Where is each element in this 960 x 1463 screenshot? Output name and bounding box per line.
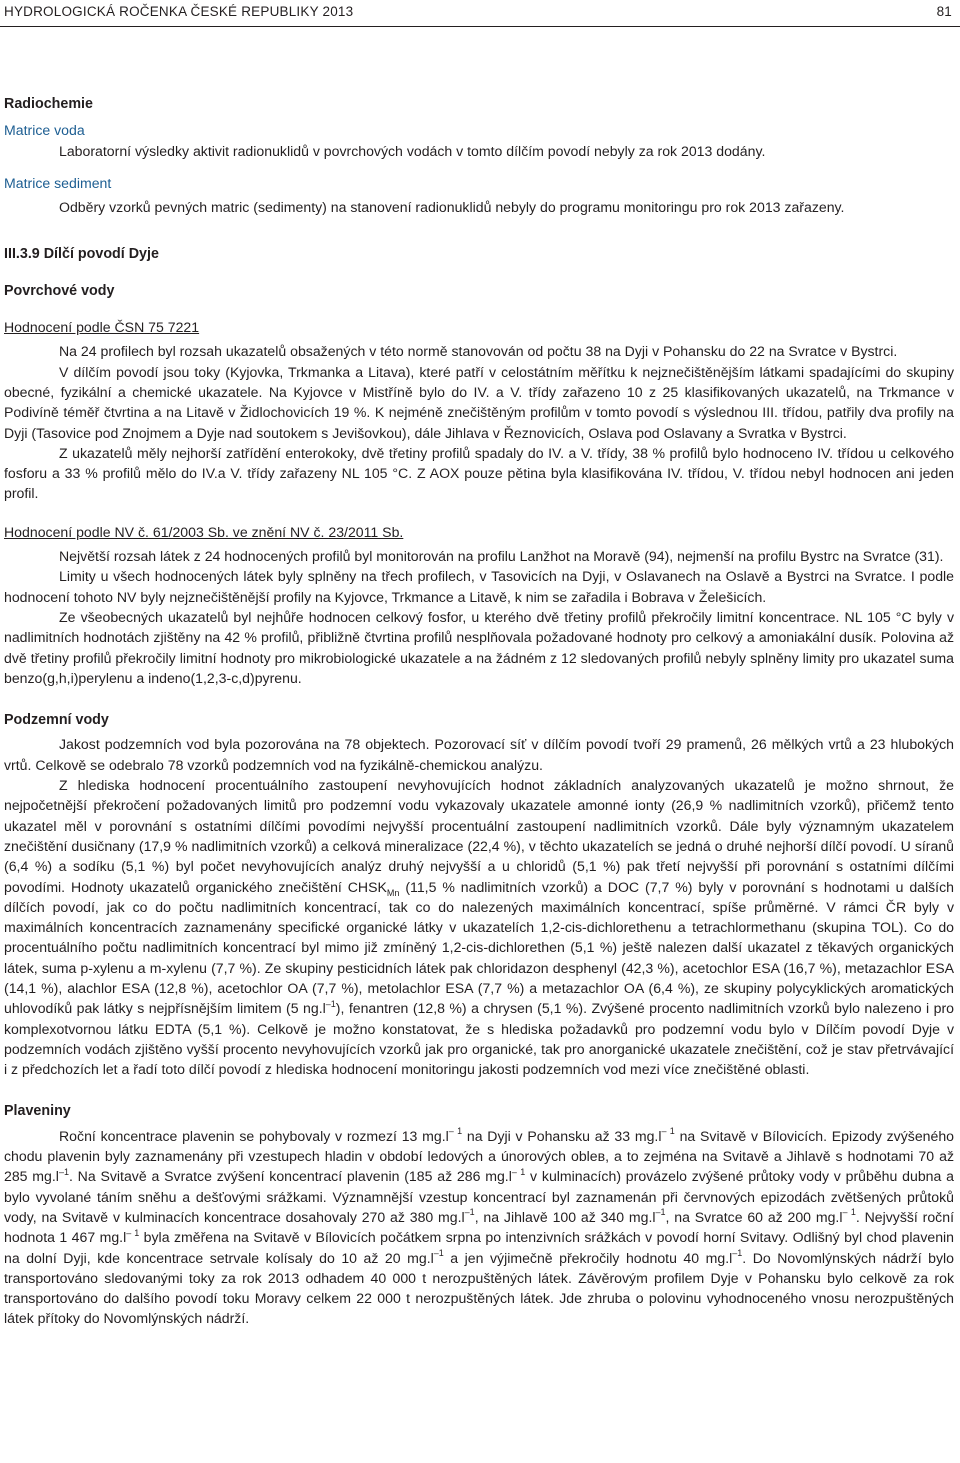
text-run: . Na Svitavě a Svratce zvýšení koncentrací plavenin (185 až 286 mg.l [68,1168,512,1185]
text-run: , na Svratce 60 až 200 mg.l [665,1208,843,1225]
paragraph-csn-3: Z ukazatelů měly nejhorší zatřídění enterokoky, dvě třetiny profilů spadaly do IV. a V. třídy, 38 % profilů bylo hodnoceno IV. třídou u celkového fosforu a 33 % profilů mělo do IV.a V. třídy zařazeny NL 105 °C. Z AOX pouze pětina byla klasifikována IV. třídou, V. třídou nebyl hodnocen ani jeden profil. [4,444,954,502]
document-body [4,94,954,1329]
text-run: a jen výjimečně překročily hodnotu 40 mg.l [443,1249,733,1266]
paragraph-csn-2: V dílčím povodí jsou toky (Kyjovka, Trkmanka a Litava), které patří v celostátním měřítku k nejznečištěnějším látkami spadajícími do skupiny obecné, fyzikální a chemické ukazatele. Na Kyjovce v Mistříně bylo do IV. a V. třídy zařazeno 10 z 25 klasifikovaných ukazatelů, na Trkmance v Podivíně téměř čtvrtina a na Litavě v Židlochovicích 19 %. K nejméně znečištěným profilům v tomto povodí s výslednou III. třídou, patřily dva profily na Dyji (Tasovice pod Znojmem a Dyje nad soutokem s Jevišovkou), dále Jihlava v Řeznovicích, Oslava pod Oslavany a Svratka v Bystrci. [4,363,954,441]
superscript: – 1 [448,1126,463,1137]
heading-podzemni-vody: Podzemní vody [4,712,109,729]
heading-nv: Hodnocení podle NV č. 61/2003 Sb. ve znění NV č. 23/2011 Sb. [4,523,404,540]
section-title: III.3.9 Dílčí povodí Dyje [4,246,159,263]
subscript: Mn [386,887,400,898]
superscript: – 1 [842,1207,856,1218]
text-run: na Svitavě v Bílovicích. Epizody zvýšeného chodu plavenin byly zaznamenány při vzestupech hladin v období ledových a únorových obleв, a to zejména na Svitavě a Jihlavě s hodnotami 70 až 285 mg.l [4,1127,955,1185]
superscript: – 1 [511,1166,526,1177]
paragraph-sediment: Odběry vzorků pevných matric (sedimenty) na stanovení radionuklidů nebyly do programu monitoringu pro rok 2013 zařazeny. [59,199,845,216]
heading-povrchove-vody: Povrchové vody [4,282,115,299]
paragraph-podzemni-2 [4,775,954,1079]
heading-matrice-sediment: Matrice sediment [4,174,112,191]
header-rule [0,26,960,27]
text-run: byla změřena na Svitavě v Bílovicích počátkem srpna po intenzivních srážkách v povodí horní Svitavy. Odlišný byl chod plavenin na dolní Dyji, kde koncentrace setrvale kolísaly do 10 až 20 mg.l [4,1229,955,1266]
superscript: –1 [655,1207,666,1218]
heading-matrice-voda: Matrice voda [4,122,85,139]
heading-radiochemie: Radiochemie [4,96,93,112]
text-run: . Nejvyšší roční hodnota 1 467 mg.l [4,1208,954,1246]
text-run: Roční koncentrace plavenin se pohybovaly v rozmezí 13 mg.l [59,1127,449,1144]
superscript: –1 [58,1166,69,1177]
text-run: ), fenantren (12,8 %) a chrysen (5,1 %). Zvýšené procento nadlimitních vzorků bylo nalezeno i pro komplexotvornou látku EDTA (5,1 %). Celkově je možno konstatovat, že s hlediska požadavků pro podzemní vodu bylo v Dílčím povodí Dyje v podzemních vodách zjištěno vyšší procento nevyhovujících vzorků jak pro organické, tak pro anorganické ukazatele znečištění, což je stav přetrvávající i z předchozích let a řadí toto dílčí povodí z hlediska hodnocení monitoringu jakosti podzemních vod mezi více znečištěné oblasti. [4,1000,954,1078]
paragraph-nv-2: Limity u všech hodnocených látek byly splněny na třech profilech, v Tasovicích na Dyji, v Oslavanech na Oslavě a Bystrci na Svratce. I podle hodnocení tohoto NV byly nejznečištěnější profily na Kyjovce, Trkmance a Litavě, k nim se zařadila i Bobrava v Želešicích. [4,568,954,605]
superscript: –1 [325,998,336,1009]
text-run: , na Jihlavě 100 až 340 mg.l [474,1208,656,1225]
superscript: –1 [732,1247,743,1258]
paragraph-csn-1: Na 24 profilech byl rozsah ukazatelů obsažených v této normě stanovován od počtu 38 na Dyji v Pohansku do 22 na Svratce v Bystrci. [59,343,898,360]
running-header [4,2,956,24]
heading-plaveniny: Plaveniny [4,1103,71,1120]
paragraph-podzemni-1: Jakost podzemních vod byla pozorována na 78 objektech. Pozorovací síť v dílčím povodí tvoří 29 pramenů, 26 mělkých vrtů a 23 hlubokých vrtů. Celkově se odebralo 78 vzorků podzemních vod na fyzikálně-chemickou analýzu. [4,736,954,773]
text-run: . Do Novomlýnských nádrží bylo transportováno sledovanými toky za rok 2013 odhadem 40 000 t nerozpuštěných látek. Závěrovým profilem Dyje v Pohansku bylo celkově za rok transportováno do dalšího povodí toku Moravy celkem 22 000 t nerozpuštěných látek. Jde zhruba o polovinu vyhodnoceného vnosu nerozpuštěných látek přítoky do Novomlýnských nádrží. [4,1249,955,1327]
text-run: (11,5 % nadlimitních vzorků) a DOC (7,7 %) byly v porovnání s hodnotami u dalších dílčích povodí, jak co do počtu nadlimitních koncentrací, tak co do nalezených maximálních koncentrací, spíše průměrné. V rámci ČR byly v maximálních koncentracích zaznamenány specifické organické látky v ukazatelích 1,2-cis-dichlorethenu a tetrachlormethanu (skupina TOL). Co do procentuálního počtu nadlimitních koncentrací byl mimo již zmíněný 1,2-cis-dichlorethen (5,1 %) ještě nalezen další ukazatel z těkavých organických látek, suma p-xylenu a m-xylenu (7,7 %). Ze skupiny pesticidních látek pak chloridazon desphenyl (42,3 %), acetochlor ESA (16,7 %), metazachlor ESA (14,1 %), alachlor ESA (12,8 %), acetochlor OA (7,7 %), metolachlor ESA (7,7 %) a metazachlor OA (6,4 %), ze skupiny polycyklických aromatických uhlovodíků pak látky s nejpřísnějším limitem (5 ng.l [4,878,954,1017]
text-run: v kulminacích) provázelo zvýšené průtoky vody v průběhu dubna a bylo vyvolané táním sněhu a dešťovými srážkami. Významnější vzestup koncentrací byl zaznamenán při červnových epizodách zvětšených průtoků vody, na Svitavě v kulminacích koncentrace dosahovaly 270 až 380 mg.l [4,1168,954,1225]
paragraph-plaveniny [4,1126,954,1329]
superscript: –1 [433,1247,444,1258]
page-number: 81 [936,4,952,19]
superscript: – 1 [661,1126,675,1137]
text-run: na Dyji v Pohansku až 33 mg.l [462,1127,662,1144]
paragraph-nv-1: Největší rozsah látek z 24 hodnocených profilů byl monitorován na profilu Lanžhot na Moravě (94), nejmenší na profilu Bystrc na Svratce (31). [59,548,944,565]
text-run: Z hlediska hodnocení procentuálního zastoupení nevyhovujících hodnot základních analyzovaných ukazatelů je možno shrnout, že nejpočetnější překročení požadovaných limitů pro podzemní vodu vykazovaly ukazatele amonné ionty (26,9 % nadlimitních vzorků), přičemž tento ukazatel měl v porovnání s ostatními dílčími povodími nejvyšší procentuální zastoupení nadlimitních vzorků. Dále byly významným ukazatelem znečištění dusičnany (17,9 % nadlimitních vzorků) a celková mineralizace (22,4 %), v těchto ukazatelích se jedná o druhé nejhorší dílčí povodí. U síranů (6,4 %) a sodíku (5,1 %) byl počet nevyhovujících analýz druhý nejvyšší a u chloridů (5,1 %) pak třetí nejvyšší při porovnání s ostatními dílčími povodími. Hodnoty ukazatelů organického znečištění CHSK [4,777,954,895]
paragraph-nv-3: Ze všeobecných ukazatelů byl nejhůře hodnocen celkový fosfor, u kterého dvě třetiny profilů překročily limitní koncentrace. NL 105 °C byly v nadlimitních hodnotách zjištěny na 42 % profilů, přibližně čtvrtina profilů nesplňovala požadované hodnoty pro celkový a amoniakální dusík. Polovina až dvě třetiny profilů překročily limitní hodnoty pro mikrobiologické ukazatele a na žádném z 12 sledovaných profilů nebyly splněny limity pro ukazatel suma benzo(g,h,i)perylenu a indeno(1,2,3-c,d)pyrenu. [4,608,954,686]
running-header-title: HYDROLOGICKÁ ROČENKA ČESKÉ REPUBLIKY 2013 [4,4,354,19]
superscript: –1 [464,1207,475,1218]
paragraph-voda: Laboratorní výsledky aktivit radionuklidů v povrchových vodách v tomto dílčím povodí nebyly za rok 2013 dodány. [59,142,766,159]
superscript: – 1 [126,1227,140,1238]
heading-csn: Hodnocení podle ČSN 75 7221 [4,319,200,336]
